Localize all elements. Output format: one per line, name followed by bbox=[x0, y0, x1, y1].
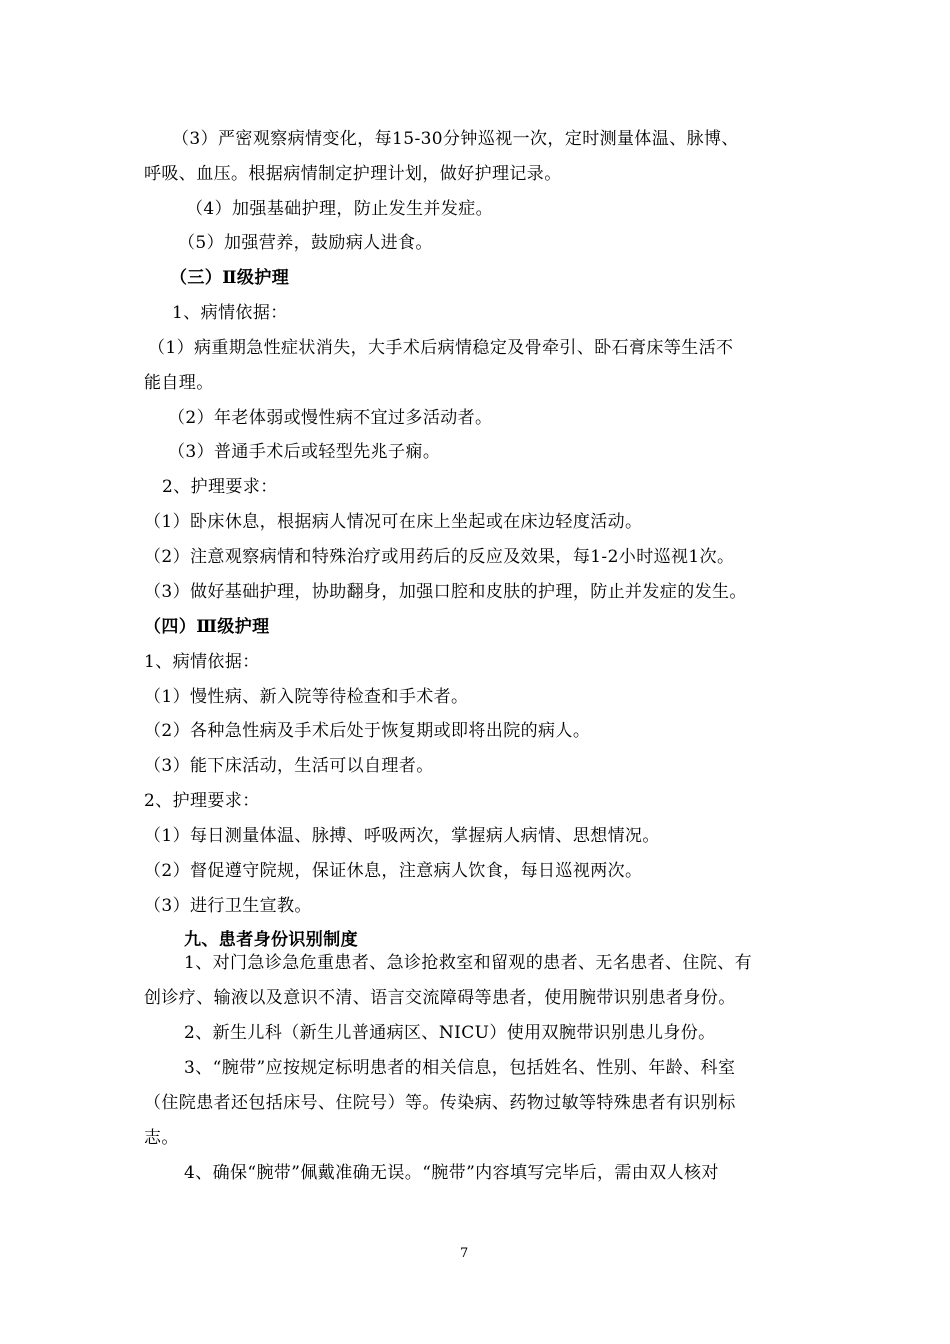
section-heading: （四）Ⅲ级护理 bbox=[144, 617, 270, 637]
text-line: （1）病重期急性症状消失，大手术后病情稳定及骨牵引、卧石膏床等生活不 bbox=[148, 338, 734, 358]
text-line: （2）各种急性病及手术后处于恢复期或即将出院的病人。 bbox=[144, 721, 591, 741]
text-line: 1、病情依据： bbox=[172, 303, 288, 323]
text-line: 4、确保“腕带”佩戴准确无误。“腕带”内容填写完毕后，需由双人核对 bbox=[184, 1163, 719, 1183]
text-line: 2、护理要求： bbox=[144, 791, 260, 811]
text-line: （3）进行卫生宣教。 bbox=[144, 896, 312, 916]
text-line: 呼吸、血压。根据病情制定护理计划，做好护理记录。 bbox=[144, 164, 562, 184]
text-line: （3）严密观察病情变化，每15-30分钟巡视一次，定时测量体温、脉博、 bbox=[172, 129, 739, 149]
text-line: 3、“腕带”应按规定标明患者的相关信息，包括姓名、性别、年龄、科室 bbox=[184, 1058, 736, 1078]
text-line: （2）年老体弱或慢性病不宜过多活动者。 bbox=[168, 408, 493, 428]
section-heading: （三）Ⅱ级护理 bbox=[170, 268, 290, 288]
text-line: （1）慢性病、新入院等待检查和手术者。 bbox=[144, 687, 469, 707]
text-line: （住院患者还包括床号、住院号）等。传染病、药物过敏等特殊患者有识别标 bbox=[144, 1093, 736, 1113]
text-line: （5）加强营养，鼓励病人进食。 bbox=[178, 233, 433, 253]
text-line: 1、对门急诊急危重患者、急诊抢救室和留观的患者、无名患者、住院、有 bbox=[184, 953, 753, 973]
text-line: （3）普通手术后或轻型先兆子痫。 bbox=[168, 442, 441, 462]
text-line: 2、护理要求： bbox=[162, 477, 278, 497]
text-line: 1、病情依据： bbox=[144, 652, 260, 672]
text-line: （4）加强基础护理，防止发生并发症。 bbox=[186, 199, 494, 219]
text-line: （3）做好基础护理，协助翻身，加强口腔和皮肤的护理，防止并发症的发生。 bbox=[144, 582, 747, 602]
text-line: （1）卧床休息，根据病人情况可在床上坐起或在床边轻度活动。 bbox=[144, 512, 643, 532]
text-line: 志。 bbox=[144, 1128, 179, 1148]
text-line: 创诊疗、输液以及意识不清、语言交流障碍等患者，使用腕带识别患者身份。 bbox=[144, 988, 736, 1008]
text-line: （3）能下床活动，生活可以自理者。 bbox=[144, 756, 434, 776]
section-heading: 九、患者身份识别制度 bbox=[184, 930, 358, 950]
text-line: 2、新生儿科（新生儿普通病区、NICU）使用双腕带识别患儿身份。 bbox=[184, 1023, 716, 1043]
text-line: （2）督促遵守院规，保证休息，注意病人饮食，每日巡视两次。 bbox=[144, 861, 643, 881]
text-line: 能自理。 bbox=[144, 373, 214, 393]
text-line: （1）每日测量体温、脉搏、呼吸两次，掌握病人病情、思想情况。 bbox=[144, 826, 660, 846]
page-number: 7 bbox=[460, 1246, 469, 1261]
text-line: （2）注意观察病情和特殊治疗或用药后的反应及效果，每1-2小时巡视1次。 bbox=[144, 547, 735, 567]
